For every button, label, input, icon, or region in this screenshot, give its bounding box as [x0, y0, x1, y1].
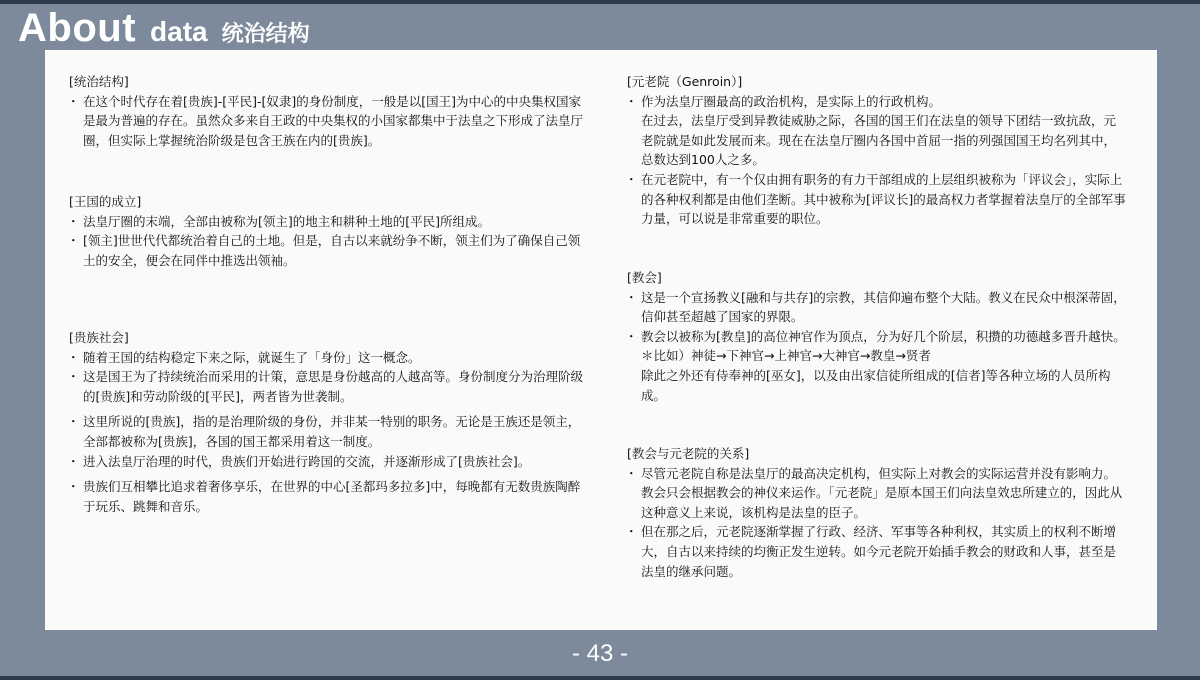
header-title-main: About: [18, 6, 137, 50]
section-title: [元老院（Genroin）]: [627, 74, 743, 89]
content-panel: [45, 50, 1157, 630]
list-item: ・ 法皇厅圈的末端，全部由被称为[领主]的地主和耕种土地的[平民]所组成。: [69, 212, 584, 232]
list-item: ・ 作为法皇厅圈最高的政治机构，是实际上的行政机构。: [627, 92, 1127, 112]
list-item: ・ [领主]世世代代都统治着自己的土地。但是，自古以来就纷争不断，领主们为了确保自己领土的安全，便会在同伴中推选出领袖。: [69, 231, 584, 270]
section-governance: [69, 72, 584, 150]
section-kingdom-founding: [69, 192, 584, 270]
paragraph: 除此之外还有侍奉神的[巫女]，以及由出家信徒所组成的[信者]等各种立场的人员所构成。: [641, 367, 1111, 403]
section-church: [627, 268, 1127, 405]
list-item: ・ 贵族们互相攀比追求着奢侈享乐，在世界的中心[圣都玛多拉多]中，每晚都有无数贵族陶醉于玩乐、跳舞和音乐。: [69, 477, 584, 516]
page-number: - 43 -: [571, 640, 628, 667]
section-title: [贵族社会]: [69, 330, 129, 345]
list-item: ・ 但在那之后，元老院逐渐掌握了行政、经济、军事等各种利权，其实质上的权利不断增大，自古以来持续的均衡正发生逆转。如今元老院开始插手教会的财政和人事，甚至是法皇的继承问题。: [627, 522, 1127, 581]
list-item: ・ 这是国王为了持续统治而采用的计策，意思是身份越高的人越高等。身份制度分为治理阶级的[贵族]和劳动阶级的[平民]，两者皆为世袭制。: [69, 367, 584, 406]
list-item: ・ 进入法皇厅治理的时代，贵族们开始进行跨国的交流，并逐渐形成了[贵族社会]。: [69, 452, 584, 472]
paragraph: 在过去，法皇厅受到异教徒威胁之际，各国的国王们在法皇的领导下团结一致抗敌，元老院就是如此发展而来。现在在法皇厅圈内各国中首屈一指的列强国国王均名列其中，总数达到100人之多。: [641, 113, 1117, 168]
list-item: ・ 尽管元老院自称是法皇厅的最高决定机构，但实际上对教会的实际运营并没有影响力。教会只会根据教会的神仪来运作。「元老院」是原本国王们向法皇效忠所建立的，因此从这种意义上来说，该机构是法皇的臣子。: [627, 464, 1127, 523]
section-church-senate-relation: [627, 444, 1127, 581]
page-header: [18, 6, 310, 54]
section-genroin: [627, 72, 1127, 229]
section-title: [统治结构]: [69, 74, 129, 89]
top-border: [0, 0, 1200, 4]
header-title-sub: data: [150, 16, 208, 47]
header-title-zh: 统治结构: [221, 22, 310, 47]
list-item: ・ 这里所说的[贵族]，指的是治理阶级的身份，并非某一特别的职务。无论是王族还是领主，全部都被称为[贵族]，各国的国王都采用着这一制度。: [69, 412, 584, 451]
list-item: ・ 在元老院中，有一个仅由拥有职务的有力干部组成的上层组织被称为「评议会」，实际上的各种权利都是由他们垄断。其中被称为[评议长]的最高权力者掌握着法皇厅的全部军事力量，可以说是非常重要的职位。: [627, 170, 1127, 229]
list-item: ・ 教会以被称为[教皇]的高位神官作为顶点，分为好几个阶层，积攒的功德越多晋升越快。: [627, 327, 1127, 347]
hierarchy-example: ＊比如）神徒→下神官→上神官→大神官→教皇→贤者: [641, 348, 931, 364]
section-title: [王国的成立]: [69, 194, 142, 209]
list-item: ・ 随着王国的结构稳定下来之际，就诞生了「身份」这一概念。: [69, 348, 584, 368]
bottom-border: [0, 676, 1200, 680]
section-title: [教会与元老院的关系]: [627, 446, 750, 461]
list-item: ・ 这是一个宣扬教义[融和与共存]的宗教，其信仰遍布整个大陆。教义在民众中根深蒂固，信仰甚至超越了国家的界限。: [627, 288, 1127, 327]
list-item: ・ 在这个时代存在着[贵族]-[平民]-[奴隶]的身份制度，一般是以[国王]为中心的中央集权国家是最为普遍的存在。虽然众多来自王政的中央集权的小国家都集中于法皇之下形成了法皇厅圈，但实际上掌握统治阶级是包含王族在内的[贵族]。: [69, 92, 584, 151]
section-noble-society: [69, 328, 584, 516]
section-title: [教会]: [627, 270, 662, 285]
